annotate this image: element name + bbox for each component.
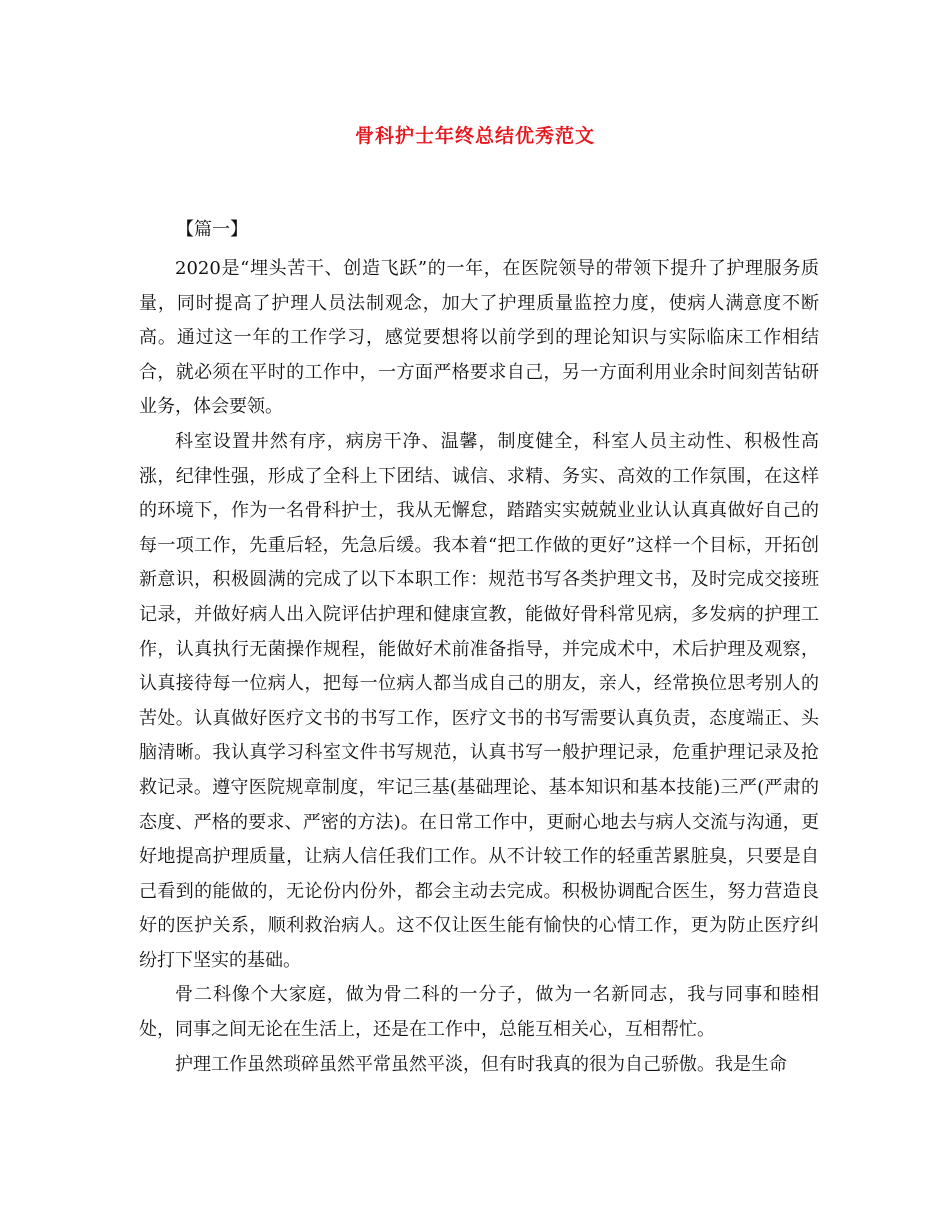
paragraph-3: 骨二科像个大家庭，做为骨二科的一分子，做为一名新同志，我与同事和睦相处，同事之间无论在生活上，还是在工作中，总能互相关心，互相帮忙。 [139,984,819,1041]
paragraph-1: 2020是“埋头苦干、创造飞跃”的一年，在医院领导的带领下提升了护理服务质量，同时提高了护理人员法制观念，加大了护理质量监控力度，使病人满意度不断高。通过这一年的工作学习，感觉要想将以前学到的理论知识与实际临床工作相结合，就必须在平时的工作中，一方面严格要求自己，另一方面利用业余时间刻苦钻研业务，体会要领。 [139,258,819,418]
document-title: 骨科护士年终总结优秀范文 [354,125,595,147]
paragraph-4: 护理工作虽然琐碎虽然平常虽然平淡，但有时我真的很为自己骄傲。我是生命 [175,1053,787,1075]
document-body [139,252,819,1082]
section-label: 【篇一】 [176,219,248,240]
paragraph-2: 科室设置井然有序，病房干净、温馨，制度健全，科室人员主动性、积极性高涨，纪律性强，形成了全科上下团结、诚信、求精、务实、高效的工作氛围，在这样的环境下，作为一名骨科护士，我从无懈怠，踏踏实实兢兢业业认认真真做好自己的每一项工作，先重后轻，先急后缓。我本着“把工作做的更好”这样一个目标，开拓创新意识，积极圆满的完成了以下本职工作：规范书写各类护理文书，及时完成交接班记录，并做好病人出入院评估护理和健康宣教，能做好骨科常见病，多发病的护理工作，认真执行无菌操作规程，能做好术前准备指导，并完成术中，术后护理及观察，认真接待每一位病人，把每一位病人都当成自己的朋友，亲人，经常换位思考别人的苦处。认真做好医疗文书的书写工作，医疗文书的书写需要认真负责，态度端正、头脑清晰。我认真学习科室文件书写规范，认真书写一般护理记录，危重护理记录及抢救记录。遵守医院规章制度，牢记三基(基础理论、基本知识和基本技能)三严(严肃的态度、严格的要求、严密的方法)。在日常工作中，更耐心地去与病人交流与沟通，更好地提高护理质量，让病人信任我们工作。从不计较工作的轻重苦累脏臭，只要是自己看到的能做的，无论份内份外，都会主动去完成。积极协调配合医生，努力营造良好的医护关系，顺利救治病人。这不仅让医生能有愉快的心情工作，更为防止医疗纠纷打下坚实的基础。 [139,430,819,971]
